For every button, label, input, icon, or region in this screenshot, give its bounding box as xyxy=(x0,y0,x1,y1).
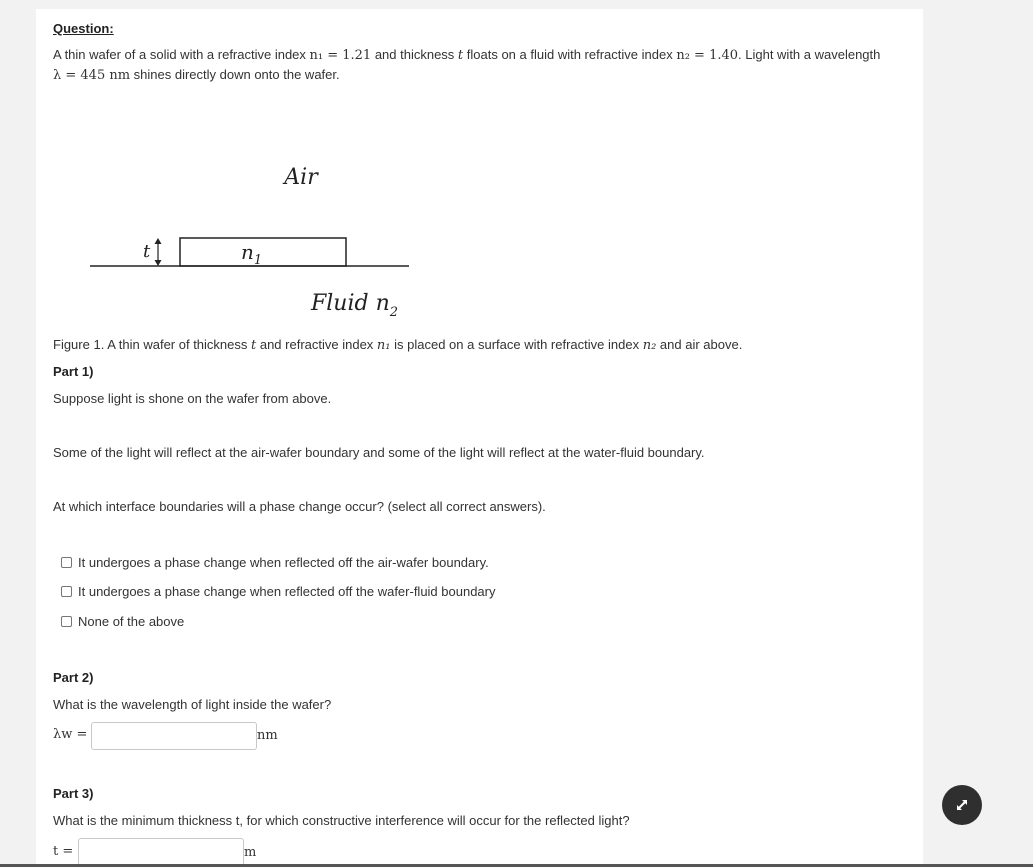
part3-text: What is the minimum thickness t, for which constructive interference will occur for the reflected light? xyxy=(53,813,630,828)
part2-label: λw = xyxy=(53,727,88,742)
option-wafer-fluid[interactable] xyxy=(61,584,496,599)
option-none-label: None of the above xyxy=(78,614,185,629)
part1-text3: At which interface boundaries will a phase change occur? (select all correct answers). xyxy=(53,499,546,514)
part1-title: Part 1) xyxy=(53,364,94,379)
part1-text2: Some of the light will reflect at the air-wafer boundary and some of the light will reflect at the water-fluid boundary. xyxy=(53,445,705,460)
wavelength-input[interactable] xyxy=(91,722,257,750)
n1-expression: n₁ = 1.21 xyxy=(309,48,372,63)
option-none-checkbox[interactable] xyxy=(61,616,72,627)
part2-text: What is the wavelength of light inside the wafer? xyxy=(53,697,332,712)
fluid-label: Fluid $n_2$ xyxy=(311,291,399,320)
part3-title: Part 3) xyxy=(53,786,94,801)
thickness-arrow-icon xyxy=(155,238,162,266)
option-none[interactable] xyxy=(61,614,184,629)
part1-text1: Suppose light is shone on the wafer from above. xyxy=(53,391,332,406)
expand-button[interactable] xyxy=(942,785,982,825)
option-wafer-fluid-checkbox[interactable] xyxy=(61,586,72,597)
thickness-input[interactable] xyxy=(78,838,244,866)
n1-label: $n_1$ xyxy=(241,240,263,268)
part3-label: t = xyxy=(53,844,74,859)
option-wafer-fluid-label: It undergoes a phase change when reflected off the wafer-fluid boundary xyxy=(78,584,496,599)
air-label: Air xyxy=(284,165,318,190)
part2-unit: nm xyxy=(257,728,278,743)
expand-icon xyxy=(954,797,970,813)
option-air-wafer-label: It undergoes a phase change when reflected off the air-wafer boundary. xyxy=(78,555,489,570)
question-intro-line2: λ = 445 nm shines directly down onto the wafer. xyxy=(53,67,340,83)
t-symbol: t xyxy=(457,48,464,63)
part2-title: Part 2) xyxy=(53,670,94,685)
wafer-rect xyxy=(180,238,346,266)
option-air-wafer[interactable] xyxy=(61,555,489,570)
figure-caption: Figure 1. A thin wafer of thickness t and refractive index n₁ is placed on a surface with refractive index n₂ and air above. xyxy=(53,337,743,353)
part3-unit: m xyxy=(244,845,257,860)
lambda-expression: λ = 445 nm xyxy=(53,68,131,83)
wafer-figure xyxy=(76,149,476,329)
n2-expression: n₂ = 1.40 xyxy=(676,48,739,63)
question-card xyxy=(36,9,923,867)
question-heading: Question: xyxy=(53,21,114,36)
question-intro-line1: A thin wafer of a solid with a refractive index n₁ = 1.21 and thickness t floats on a fluid with refractive index n₂ = 1.40. Light with a wavelength xyxy=(53,47,881,63)
thickness-label: t xyxy=(143,241,151,262)
option-air-wafer-checkbox[interactable] xyxy=(61,557,72,568)
